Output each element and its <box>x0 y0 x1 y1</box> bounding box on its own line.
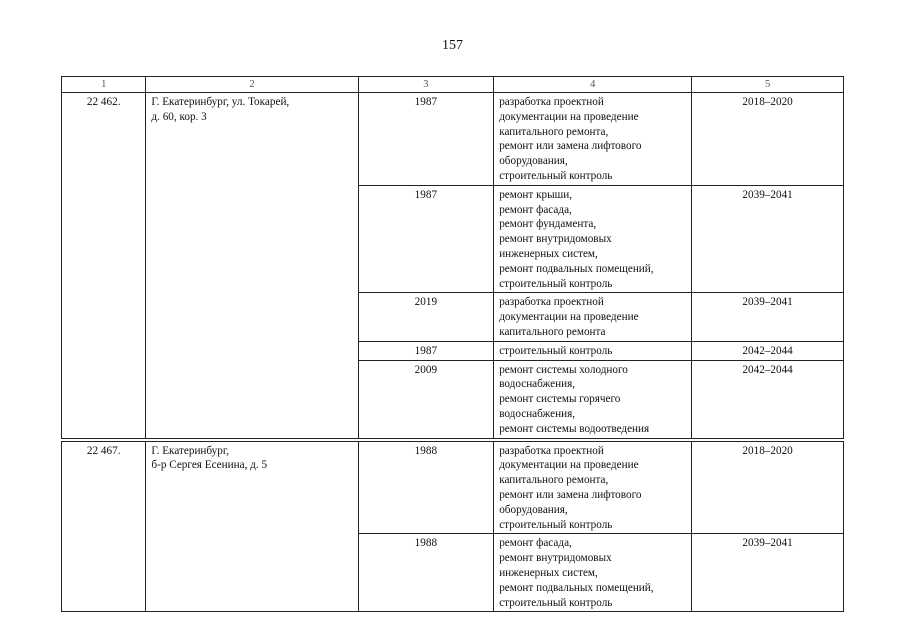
repair-period: 2042–2044 <box>692 341 844 360</box>
repair-works-line: ремонт фундамента, <box>499 218 597 231</box>
repair-period: 2039–2041 <box>692 534 844 612</box>
column-number-1: 1 <box>62 77 146 93</box>
commissioning-year: 1987 <box>358 93 494 186</box>
repair-works <box>494 441 692 534</box>
commissioning-year: 1988 <box>358 441 494 534</box>
repair-works-line: инженерных систем, <box>499 566 598 579</box>
record-number: 22 462. <box>62 93 146 439</box>
repair-works-line: капитального ремонта, <box>499 125 609 138</box>
repair-works-line: разработка проектной <box>499 96 604 108</box>
repair-works-line: строительный контроль <box>499 169 613 182</box>
repair-period: 2042–2044 <box>692 360 844 438</box>
building-address-line: б-р Сергея Есенина, д. 5 <box>151 459 268 472</box>
repair-works-line: ремонт фасада, <box>499 203 572 216</box>
repair-period: 2018–2020 <box>692 441 844 534</box>
commissioning-year: 1988 <box>358 534 494 612</box>
repair-works-line: ремонт крыши, <box>499 188 573 201</box>
repair-works-line: документации на проведение <box>499 311 639 324</box>
repair-works <box>494 534 692 612</box>
table-body <box>62 77 844 612</box>
repair-works-line: ремонт подвальных помещений, <box>499 581 654 594</box>
repair-schedule-table <box>61 76 844 612</box>
building-address-line: Г. Екатеринбург, ул. Токарей, <box>151 96 290 108</box>
repair-works-line: ремонт внутридомовых <box>499 552 612 565</box>
building-address-line: д. 60, кор. 3 <box>151 110 207 123</box>
repair-works-line: строительный контроль <box>499 596 613 609</box>
repair-works-line: ремонт фасада, <box>499 537 572 550</box>
building-address <box>146 93 358 439</box>
repair-works <box>494 293 692 341</box>
page-number: 157 <box>442 38 463 53</box>
repair-works-line: капитального ремонта, <box>499 474 609 487</box>
commissioning-year: 2009 <box>358 360 494 438</box>
repair-period: 2039–2041 <box>692 293 844 341</box>
repair-works-line: ремонт системы холодного <box>499 363 628 376</box>
repair-works <box>494 360 692 438</box>
repair-works-line: разработка проектной <box>499 296 604 309</box>
record-number: 22 467. <box>62 441 146 612</box>
building-address <box>146 441 358 612</box>
building-address-line: Г. Екатеринбург, <box>151 444 229 457</box>
repair-works-line: инженерных систем, <box>499 247 598 260</box>
column-number-3: 3 <box>358 77 494 93</box>
repair-works-line: строительный контроль <box>499 277 613 290</box>
repair-works-line: ремонт системы горячего <box>499 393 621 406</box>
repair-works-line: ремонт или замена лифтового <box>499 488 642 501</box>
repair-works-line: ремонт системы водоотведения <box>499 422 650 435</box>
repair-works-line: ремонт подвальных помещений, <box>499 262 654 275</box>
column-number-2: 2 <box>146 77 358 93</box>
repair-works <box>494 341 692 360</box>
commissioning-year: 1987 <box>358 341 494 360</box>
repair-period: 2018–2020 <box>692 93 844 186</box>
repair-works-line: капитального ремонта <box>499 325 606 338</box>
repair-works-line: строительный контроль <box>499 344 613 357</box>
repair-works <box>494 185 692 293</box>
table-row <box>62 93 844 186</box>
repair-works-line: разработка проектной <box>499 444 604 457</box>
repair-period: 2039–2041 <box>692 185 844 293</box>
repair-schedule-table-wrap <box>61 76 844 612</box>
repair-works-line: документации на проведение <box>499 110 639 123</box>
repair-works-line: водоснабжения, <box>499 378 576 391</box>
repair-works <box>494 93 692 186</box>
column-number-5: 5 <box>692 77 844 93</box>
repair-works-line: строительный контроль <box>499 518 613 531</box>
repair-works-line: документации на проведение <box>499 459 639 472</box>
repair-works-line: ремонт или замена лифтового <box>499 140 642 153</box>
column-number-row <box>62 77 844 93</box>
repair-works-line: оборудования, <box>499 503 568 516</box>
table-row <box>62 441 844 534</box>
column-number-4: 4 <box>494 77 692 93</box>
repair-works-line: ремонт внутридомовых <box>499 233 612 246</box>
commissioning-year: 2019 <box>358 293 494 341</box>
repair-works-line: оборудования, <box>499 155 568 168</box>
commissioning-year: 1987 <box>358 185 494 293</box>
repair-works-line: водоснабжения, <box>499 407 576 420</box>
